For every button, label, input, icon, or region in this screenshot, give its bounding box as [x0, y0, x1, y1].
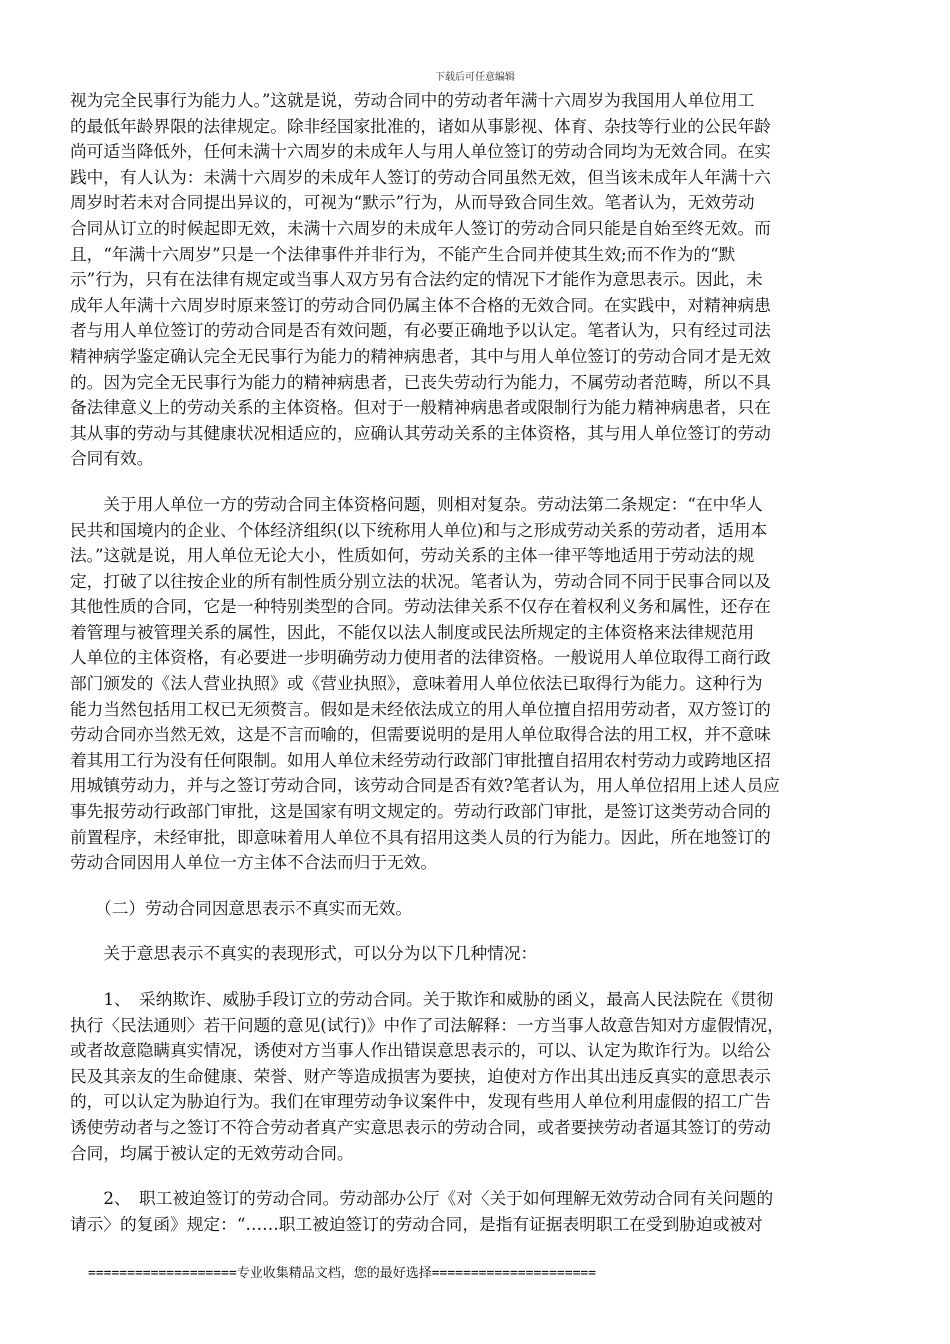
page-footer: ===================专业收集精品文档，您的最好选择===================== — [88, 1266, 597, 1281]
text-line: 其他性质的合同，它是一种特别类型的合同。劳动法律关系不仅存在着权利义务和属性，还存在 — [70, 596, 771, 617]
text-line: （二）劳动合同因意思表示不真实而无效。 — [70, 897, 413, 918]
text-line: 成年人年满十六周岁时原来签订的劳动合同仍属主体不合格的无效合同。在实践中，对精神病患 — [70, 294, 771, 315]
text-line: 着其用工行为没有任何限制。如用人单位未经劳动行政部门审批擅自招用农村劳动力或跨地区招 — [70, 749, 771, 770]
text-line: 部门颁发的《法人营业执照》或《营业执照》，意味着用人单位依法已取得行为能力。这种行为 — [70, 673, 763, 694]
text-line: 劳动合同因用人单位一方主体不合法而归于无效。 — [70, 852, 438, 873]
text-line: 民及其亲友的生命健康、荣誉、财产等造成损害为要挟，迫使对方作出其出违反真实的意思表示 — [70, 1065, 771, 1086]
text-line: 其从事的劳动与其健康状况相适应的，应确认其劳动关系的主体资格，其与用人单位签订的劳动 — [70, 422, 771, 443]
text-line: 合同有效。 — [70, 448, 154, 469]
text-line: 关于用人单位一方的劳动合同主体资格问题，则相对复杂。劳动法第二条规定：“在中华人 — [70, 493, 763, 514]
text-line: 民共和国境内的企业、个体经济组织(以下统称用人单位)和与之形成劳动关系的劳动者，适用本 — [70, 519, 768, 540]
text-line: 着管理与被管理关系的属性，因此，不能仅以法人制度或民法所规定的主体资格来法律规范用 — [70, 621, 755, 642]
text-line: 劳动合同亦当然无效，这是不言而喻的，但需要说明的是用人单位取得合法的用工权，并不意味 — [70, 724, 771, 745]
text-line: 法。”这就是说，用人单位无论大小，性质如何，劳动关系的主体一律平等地适用于劳动法的规 — [70, 545, 755, 566]
text-line: 能力当然包括用工权已无须赘言。假如是未经依法成立的用人单位擅自招用劳动者，双方签订的 — [70, 698, 771, 719]
text-line: 请示〉的复函》规定：“……职工被迫签订的劳动合同，是指有证据表明职工在受到胁迫或被对 — [70, 1213, 763, 1234]
page-header: 下载后可任意编辑 — [435, 72, 515, 83]
text-line: 尚可适当降低外，任何未满十六周岁的未成年人与用人单位签订的劳动合同均为无效合同。在实 — [70, 141, 771, 162]
text-line: 的，可以认定为胁迫行为。我们在审理劳动争议案件中，发现有些用人单位利用虚假的招工广告 — [70, 1091, 771, 1112]
list-item-2 — [70, 1186, 880, 1237]
text-line: 关于意思表示不真实的表现形式，可以分为以下几种情况： — [70, 943, 538, 964]
text-line: 诱使劳动者与之签订不符合劳动者真产实意思表示的劳动合同，或者要挟劳动者逼其签订的劳动 — [70, 1116, 771, 1137]
text-line: 者与用人单位签订的劳动合同是否有效问题，有必要正确地予以认定。笔者认为，只有经过司法 — [70, 320, 771, 341]
text-line: 执行〈民法通则〉若干问题的意见(试行)》中作了司法解释：一方当事人故意告知对方虚假情况， — [70, 1014, 784, 1035]
text-line: 人单位的主体资格，有必要进一步明确劳动力使用者的法律资格。一般说用人单位取得工商行政 — [70, 647, 771, 668]
paragraph-intro — [70, 941, 880, 967]
text-line: 践中，有人认为：未满十六周岁的未成年人签订的劳动合同虽然无效，但当该未成年人年满十六 — [70, 166, 771, 187]
text-line: 前置程序，未经审批，即意味着用人单位不具有招用这类人员的行为能力。因此，所在地签订的 — [70, 826, 771, 847]
document-body — [70, 88, 880, 1257]
text-line: 备法律意义上的劳动关系的主体资格。但对于一般精神病患者或限制行为能力精神病患者，只在 — [70, 397, 771, 418]
text-line: 合同从订立的时候起即无效，未满十六周岁的未成年人签订的劳动合同只能是自始至终无效。而 — [70, 217, 771, 238]
text-line: 用城镇劳动力，并与之签订劳动合同，该劳动合同是否有效?笔者认为，用人单位招用上述人员应 — [70, 775, 780, 796]
text-line: 或者故意隐瞒真实情况，诱使对方当事人作出错误意思表示的，可以、认定为欺诈行为。以给公 — [70, 1040, 771, 1061]
text-line: 的最低年龄界限的法律规定。除非经国家批准的，诸如从事影视、体育、杂技等行业的公民年龄 — [70, 115, 771, 136]
text-line: 且，“年满十六周岁”只是一个法律事件并非行为，不能产生合同并使其生效;而不作为的“默 — [70, 243, 736, 264]
text-line: 定，打破了以往按企业的所有制性质分别立法的状况。笔者认为，劳动合同不同于民事合同以及 — [70, 570, 771, 591]
list-item-1 — [70, 987, 880, 1166]
section-heading — [70, 896, 880, 922]
paragraph-1 — [70, 88, 880, 472]
text-line: 合同，均属于被认定的无效劳动合同。 — [70, 1142, 354, 1163]
text-line: 的。因为完全无民事行为能力的精神病患者，已丧失劳动行为能力，不属劳动者范畴，所以不具 — [70, 371, 771, 392]
text-line: 精神病学鉴定确认完全无民事行为能力的精神病患者，其中与用人单位签订的劳动合同才是无效 — [70, 345, 771, 366]
text-line: 2、 职工被迫签订的劳动合同。劳动部办公厅《对〈关于如何理解无效劳动合同有关问题的 — [70, 1188, 774, 1209]
paragraph-2 — [70, 492, 880, 876]
text-line: 示”行为，只有在法律有规定或当事人双方另有合法约定的情况下才能作为意思表示。因此，未 — [70, 269, 763, 290]
text-line: 1、 采纳欺诈、威胁手段订立的劳动合同。关于欺诈和威胁的函义，最高人民法院在《贯彻 — [70, 989, 774, 1009]
text-line: 事先报劳动行政部门审批，这是国家有明文规定的。劳动行政部门审批，是签订这类劳动合同的 — [70, 801, 771, 822]
text-line: 视为完全民事行为能力人。”这就是说，劳动合同中的劳动者年满十六周岁为我国用人单位用工 — [70, 90, 755, 110]
text-line: 周岁时若未对合同提出异议的，可视为“默示”行为，从而导致合同生效。笔者认为，无效劳动 — [70, 192, 755, 213]
